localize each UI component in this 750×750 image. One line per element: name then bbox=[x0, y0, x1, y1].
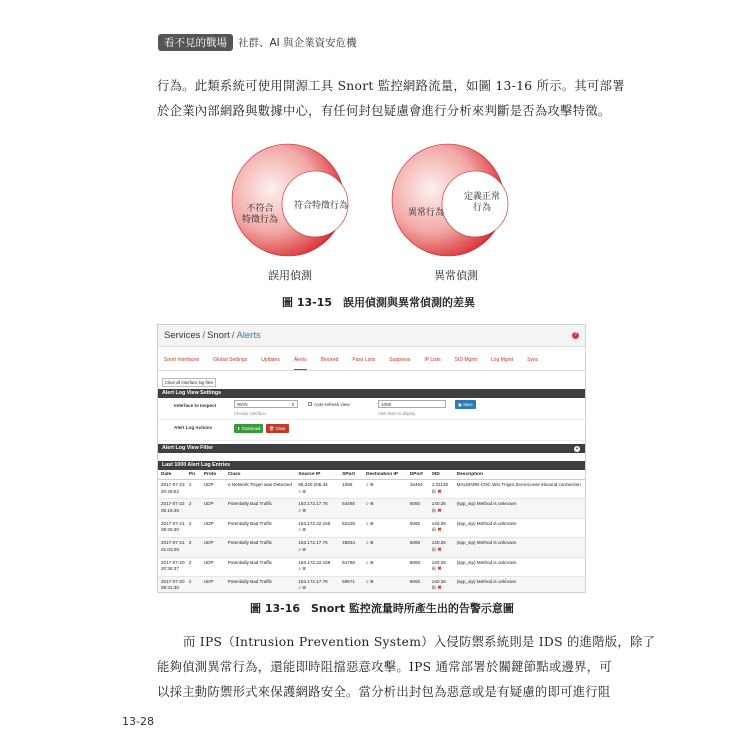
cell-pri-text: 2 bbox=[188, 501, 192, 507]
cell-pri-text: 1 bbox=[188, 482, 192, 487]
cell-sport bbox=[339, 482, 363, 498]
cell-proto-text: UDP bbox=[203, 501, 214, 507]
figure-13-15-caption: 圖 13-15 誤用偵測與異常偵測的差異 bbox=[282, 296, 476, 309]
cell-description-text: (spp_sip) Method is unknown bbox=[456, 501, 517, 507]
screenshot-title-bar bbox=[158, 325, 585, 347]
alerts-table-header bbox=[158, 470, 585, 480]
cell-source-ip bbox=[295, 560, 339, 576]
cell-date bbox=[158, 501, 186, 517]
cell-description bbox=[454, 560, 585, 576]
cell-proto-text: UDP bbox=[203, 520, 214, 526]
cell-pri bbox=[186, 521, 201, 537]
paragraph-1-line-2: 於企業內部網路與數據中心，有任何封包疑慮會進行分析來判斷是否為攻擊特徵。 bbox=[157, 104, 611, 118]
snort-alerts-screenshot bbox=[157, 324, 586, 593]
cell-dport-text: 5060 bbox=[409, 578, 421, 584]
cell-destination-ip bbox=[363, 579, 407, 593]
cell-sport bbox=[339, 579, 363, 593]
cell-pri-text: 2 bbox=[188, 559, 192, 565]
cell-source-ip-text: 163.172.22.169 bbox=[298, 520, 331, 526]
cell-destination-ip bbox=[363, 521, 407, 537]
cell-sid-text: 140:26 bbox=[431, 540, 446, 546]
cell-class bbox=[225, 540, 296, 556]
cell-date-text: 2017-07-22 06:15:49 bbox=[161, 501, 185, 513]
sid-action-icons[interactable]: ⊞ ✖ bbox=[431, 546, 442, 553]
cell-proto bbox=[201, 560, 225, 576]
save-icon: ▣ bbox=[458, 402, 462, 407]
cell-class-text: Potentially Bad Traffic bbox=[227, 559, 273, 565]
cell-proto-text: UDP bbox=[203, 559, 214, 565]
cell-description bbox=[454, 579, 585, 593]
expand-filter-icon[interactable]: + bbox=[575, 445, 579, 452]
cell-destination-ip bbox=[363, 560, 407, 576]
clear-all-logs-button[interactable]: Clear all interface log files bbox=[162, 378, 216, 387]
cell-sport-text: 46834 bbox=[342, 540, 355, 546]
cell-class bbox=[225, 521, 296, 537]
table-row bbox=[158, 519, 585, 538]
cell-source-ip-text: 163.172.17.76 bbox=[298, 540, 328, 546]
tab-sid-mgmt[interactable]: SID Mgmt bbox=[454, 357, 477, 363]
cell-dport-text: 16464 bbox=[409, 482, 423, 487]
cell-sport bbox=[339, 521, 363, 537]
col-description[interactable]: Description bbox=[456, 472, 484, 477]
breadcrumb-services[interactable]: Services bbox=[164, 330, 201, 341]
cell-sid bbox=[429, 521, 454, 537]
book-title-badge: 看不見的戰場 bbox=[158, 34, 233, 51]
cell-description bbox=[454, 540, 585, 556]
cell-destination-ip bbox=[363, 501, 407, 517]
tab-ip-lists[interactable]: IP Lists bbox=[424, 357, 441, 363]
cell-sid bbox=[429, 482, 454, 498]
cell-class bbox=[225, 501, 296, 517]
col-sport[interactable]: SPort bbox=[342, 472, 355, 477]
cell-pri bbox=[186, 501, 201, 517]
cell-description-text: (spp_sip) Method is unknown bbox=[456, 540, 517, 546]
cell-source-ip bbox=[295, 482, 339, 498]
cell-sid bbox=[429, 501, 454, 517]
ip-lookup-icon[interactable]: ⌕ ⊞ bbox=[366, 540, 374, 547]
ip-lookup-icon[interactable]: ⌕ ⊞ bbox=[298, 507, 306, 514]
cell-date-text: 2017-07-23 20:49:52 bbox=[161, 482, 185, 494]
cell-sport bbox=[339, 540, 363, 556]
cell-sport-text: 54768 bbox=[342, 559, 355, 565]
book-subtitle: 社群、AI 與企業資安危機 bbox=[238, 36, 357, 49]
cell-dport-text: 5060 bbox=[409, 501, 421, 507]
col-source-ip[interactable]: Source IP bbox=[298, 472, 321, 477]
cell-proto bbox=[201, 521, 225, 537]
page-number: 13-28 bbox=[122, 715, 154, 728]
alert-lines-hint: Alert lines to display. bbox=[378, 411, 417, 416]
cell-sport-text: 1066 bbox=[342, 482, 353, 487]
tab-blocked[interactable]: Blocked bbox=[320, 357, 339, 363]
cell-source-ip bbox=[295, 540, 339, 556]
table-row bbox=[158, 558, 585, 577]
tab-global-settings[interactable]: Global Settings bbox=[213, 357, 248, 363]
breadcrumb-alerts: Alerts bbox=[236, 330, 261, 341]
cell-source-ip-text: 163.172.17.76 bbox=[298, 578, 328, 584]
cell-class bbox=[225, 560, 296, 576]
entries-section-header: Last 1000 Alert Log Entries bbox=[158, 461, 585, 470]
cell-destination-ip bbox=[363, 482, 407, 498]
paragraph-2 bbox=[157, 630, 655, 705]
cell-pri bbox=[186, 579, 201, 593]
alerts-table-body bbox=[158, 480, 585, 593]
ip-lookup-icon[interactable]: ⌕ ⊞ bbox=[298, 546, 306, 553]
sid-action-icons[interactable]: ⊞ ✖ bbox=[431, 507, 442, 514]
cell-proto bbox=[201, 482, 225, 498]
alert-lines-input[interactable]: 1000 bbox=[378, 400, 446, 408]
cell-dport bbox=[407, 521, 429, 537]
cell-proto-text: UDP bbox=[203, 578, 214, 584]
download-button[interactable]: ⬇ Download bbox=[234, 424, 263, 433]
col-class[interactable]: Class bbox=[227, 472, 241, 477]
cell-dport bbox=[407, 579, 429, 593]
cell-dport bbox=[407, 560, 429, 576]
cell-date-text: 2017-07-21 09:26:30 bbox=[161, 520, 185, 533]
table-row bbox=[158, 577, 585, 593]
tab-pass-lists[interactable]: Pass Lists bbox=[352, 357, 376, 363]
cell-date-text: 2017-07-20 08:31:30 bbox=[161, 578, 185, 591]
anomaly-outer-label: 異常行為 bbox=[408, 208, 445, 218]
cell-description-text: MALWARE-CNC Win.Trojan.ZeroAccess inbound connection bbox=[456, 482, 581, 487]
paragraph-2-line-2: 能夠偵測異常行為，還能即時阻擋惡意攻擊。IPS 通常部署於關鍵節點或邊界，可 bbox=[157, 660, 612, 674]
cell-pri-text: 2 bbox=[188, 578, 192, 584]
paragraph-1-line-1: 行為。此類系統可使用開源工具 Snort 監控網路流量，如圖 13-16 所示。其可部署 bbox=[157, 79, 625, 93]
misuse-caption: 誤用偵測 bbox=[268, 269, 312, 282]
select-arrow-icon: ⇕ bbox=[291, 402, 295, 407]
cell-pri-text: 2 bbox=[188, 540, 192, 546]
interface-select[interactable]: WAN ⇕ bbox=[234, 400, 298, 408]
interface-hint: Choose interface.. bbox=[234, 411, 268, 416]
cell-class-text: Potentially Bad Traffic bbox=[227, 520, 273, 526]
running-header bbox=[158, 34, 357, 50]
cell-dport-text: 5060 bbox=[409, 520, 421, 526]
ip-lookup-icon[interactable]: ⌕ ⊞ bbox=[366, 578, 374, 585]
col-pri[interactable]: Pri bbox=[188, 472, 196, 477]
cell-source-ip-text: 66.240.205.34 bbox=[298, 482, 328, 487]
col-proto[interactable]: Proto bbox=[203, 472, 217, 477]
cell-sid-text: 140:26 bbox=[431, 501, 446, 507]
tab-snort-interfaces[interactable]: Snort Interfaces bbox=[164, 357, 200, 363]
filter-section-header: Alert Log View Filter + bbox=[158, 444, 585, 453]
cell-date-text: 2017-07-20 20:36:37 bbox=[161, 559, 185, 572]
cell-proto bbox=[201, 579, 225, 593]
cell-description bbox=[454, 521, 585, 537]
cell-description-text: (spp_sip) Method is unknown bbox=[456, 578, 517, 584]
cell-sport-text: 54465 bbox=[342, 501, 355, 507]
cell-source-ip bbox=[295, 579, 339, 593]
ip-lookup-icon[interactable]: ⌕ ⊞ bbox=[366, 501, 374, 508]
ip-lookup-icon[interactable]: ⌕ ⊞ bbox=[298, 585, 306, 592]
breadcrumb: Services / Snort / Alerts bbox=[164, 330, 261, 341]
tab-alerts[interactable]: Alerts bbox=[294, 357, 307, 370]
cell-class-text: Potentially Bad Traffic bbox=[227, 501, 273, 507]
ip-lookup-icon[interactable]: ⌕ ⊞ bbox=[366, 482, 374, 488]
table-row bbox=[158, 538, 585, 557]
figure-13-16-caption: 圖 13-16 Snort 監控流量時所產生出的告警示意圖 bbox=[250, 602, 514, 615]
interface-label: Interface to Inspect bbox=[174, 403, 217, 408]
cell-dport-text: 5060 bbox=[409, 540, 421, 546]
cell-destination-ip bbox=[363, 540, 407, 556]
cell-sport bbox=[339, 560, 363, 576]
auto-refresh-checkbox[interactable] bbox=[308, 402, 312, 406]
col-sid[interactable]: SID bbox=[431, 472, 440, 477]
paragraph-2-line-3: 以採主動防禦形式來保護網路安全。當分析出封包為惡意或是有疑慮的即可進行阻 bbox=[157, 685, 611, 699]
cell-proto bbox=[201, 540, 225, 556]
cell-sid bbox=[429, 560, 454, 576]
ip-lookup-icon[interactable]: ⌕ ⊞ bbox=[298, 488, 306, 495]
cell-date bbox=[158, 521, 186, 537]
cell-class bbox=[225, 482, 296, 498]
cell-sid bbox=[429, 579, 454, 593]
interface-row bbox=[158, 398, 585, 420]
cell-date-text: 2017-07-21 01:03:28 bbox=[161, 540, 185, 552]
sid-action-icons[interactable]: ⊞ ✖ bbox=[431, 566, 442, 573]
cell-sport-text: 52428 bbox=[342, 520, 355, 526]
save-button[interactable]: ▣ Save bbox=[455, 400, 476, 409]
cell-description-text: (spp_sip) Method is unknown bbox=[456, 520, 517, 526]
col-destination-ip[interactable]: Destination IP bbox=[366, 472, 399, 477]
cell-proto bbox=[201, 501, 225, 517]
breadcrumb-snort[interactable]: Snort bbox=[207, 330, 230, 341]
paragraph-2-line-1: 而 IPS（Intrusion Prevention System）入侵防禦系統則是 IDS 的進階版，除了 bbox=[183, 635, 656, 649]
cell-date bbox=[158, 560, 186, 576]
sid-action-icons[interactable]: ⊞ ✖ bbox=[431, 585, 442, 592]
download-icon: ⬇ bbox=[237, 426, 241, 431]
cell-sport-text: 59571 bbox=[342, 578, 355, 584]
cell-class bbox=[225, 579, 296, 593]
cell-description-text: (spp_sip) Method is unknown bbox=[456, 559, 517, 565]
cell-date bbox=[158, 482, 186, 498]
col-date[interactable]: Date bbox=[161, 472, 172, 477]
tab-log-mgmt[interactable]: Log Mgmt bbox=[490, 357, 514, 363]
cell-source-ip bbox=[295, 501, 339, 517]
cell-sid-text: 140:26 bbox=[431, 578, 446, 584]
cell-class-text: A Network Trojan was Detected bbox=[227, 482, 292, 487]
cell-description bbox=[454, 482, 585, 498]
anomaly-inner-label: 定義正常 行為 bbox=[464, 192, 501, 213]
ip-lookup-icon[interactable]: ⌕ ⊞ bbox=[298, 527, 306, 534]
cell-class-text: Potentially Bad Traffic bbox=[227, 578, 273, 584]
tab-bar bbox=[158, 347, 585, 371]
cell-date bbox=[158, 579, 186, 593]
cell-sport bbox=[339, 501, 363, 517]
table-row bbox=[158, 499, 585, 518]
actions-row bbox=[158, 420, 585, 441]
cell-dport bbox=[407, 501, 429, 517]
tab-sync[interactable]: Sync bbox=[527, 357, 539, 363]
cell-pri bbox=[186, 482, 201, 498]
tab-updates[interactable]: Updates bbox=[261, 357, 280, 363]
auto-refresh-label: Auto-refresh view bbox=[314, 402, 350, 407]
ip-lookup-icon[interactable]: ⌕ ⊞ bbox=[366, 520, 374, 527]
sid-action-icons[interactable]: ⊞ ✖ bbox=[431, 527, 442, 534]
table-row bbox=[158, 480, 585, 499]
sid-action-icons[interactable]: ⊞ ✖ bbox=[431, 488, 442, 495]
cell-sid-text: 1:31136 bbox=[431, 482, 449, 487]
tab-suppress[interactable]: Suppress bbox=[389, 357, 411, 363]
cell-source-ip-text: 163.172.22.169 bbox=[298, 559, 331, 565]
cell-pri-text: 2 bbox=[188, 520, 192, 526]
ip-lookup-icon[interactable]: ⌕ ⊞ bbox=[298, 566, 306, 573]
cell-class-text: Potentially Bad Traffic bbox=[227, 540, 273, 546]
ip-lookup-icon[interactable]: ⌕ ⊞ bbox=[366, 559, 374, 566]
cell-dport-text: 5060 bbox=[409, 559, 421, 565]
misuse-inner-label: 符合特徵行為 bbox=[294, 201, 349, 211]
cell-source-ip bbox=[295, 521, 339, 537]
help-icon[interactable]: ? bbox=[572, 332, 579, 339]
cell-pri bbox=[186, 540, 201, 556]
trash-icon: 🗑 bbox=[269, 426, 275, 431]
cell-source-ip-text: 163.172.17.76 bbox=[298, 501, 328, 507]
cell-proto-text: UDP bbox=[203, 482, 214, 487]
cell-dport bbox=[407, 540, 429, 556]
cell-sid bbox=[429, 540, 454, 556]
cell-proto-text: UDP bbox=[203, 540, 214, 546]
col-dport[interactable]: DPort bbox=[409, 472, 423, 477]
clear-button[interactable]: 🗑 Clear bbox=[266, 424, 289, 433]
cell-dport bbox=[407, 482, 429, 498]
misuse-outer-label: 不符合 特徵行為 bbox=[242, 204, 279, 225]
anomaly-caption: 異常偵測 bbox=[434, 269, 478, 282]
settings-section-header: Alert Log View Settings bbox=[158, 389, 585, 398]
cell-sid-text: 140:26 bbox=[431, 559, 446, 565]
paragraph-1 bbox=[157, 74, 625, 124]
cell-pri bbox=[186, 560, 201, 576]
cell-sid-text: 140:26 bbox=[431, 520, 446, 526]
cell-description bbox=[454, 501, 585, 517]
actions-label: Alert Log Actions bbox=[174, 425, 213, 430]
cell-date bbox=[158, 540, 186, 556]
